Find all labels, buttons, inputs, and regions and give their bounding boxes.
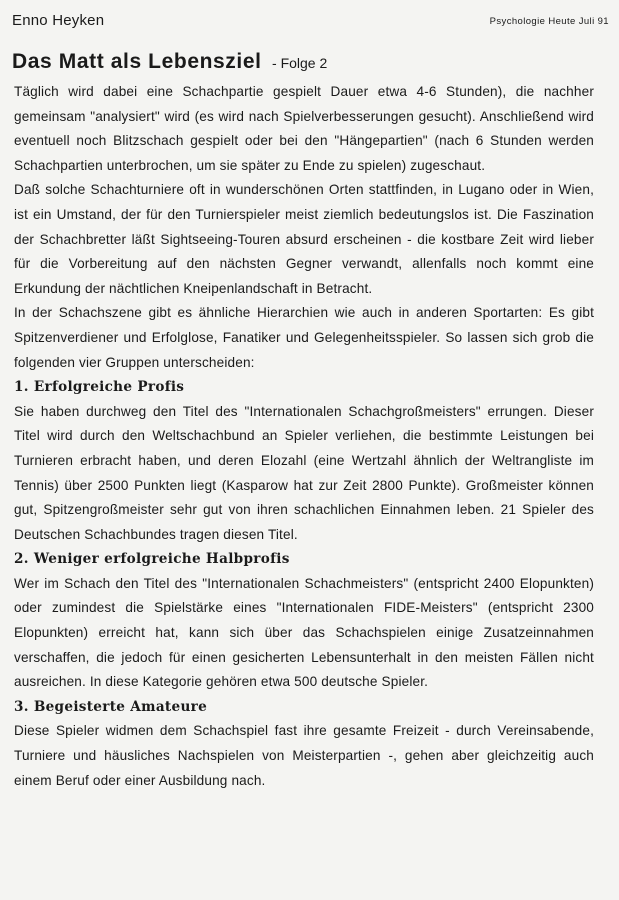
article-title: Das Matt als Lebensziel [12, 50, 262, 73]
section-text: Wer im Schach den Titel des "Internationalen Schachmeisters" (entspricht 2400 Elopunkten) oder zumindest die Spielstärke eines "Internationalen FIDE-Meisters" (entspricht 2300 Elopunkten) erreicht hat, kann sich über das Schachspielen einige Zusatzeinnahmen verschaffen, die jedoch für einen gesicherten Lebensunterhalt in den meisten Fällen nicht ausreichen. In diese Kategorie gehören etwa 500 deutsche Spieler. [14, 575, 594, 690]
paragraph: Daß solche Schachturniere oft in wunderschönen Orten stattfinden, in Lugano oder in Wien, ist ein Umstand, der für den Turnierspieler meist ziemlich bedeutungslos ist. Die Faszination der Schachbretter läßt Sightseeing-Touren absurd erscheinen - die kostbare Zeit wird lieber für die Vorbereitung auf den nächsten Gegner verwandt, allenfalls noch kommt eine Erkundung der nächtlichen Kneipenlandschaft in Betracht. [14, 182, 594, 296]
section-heading: 1. Erfolgreiche Profis [14, 379, 185, 396]
paragraph: Täglich wird dabei eine Schachpartie gespielt Dauer etwa 4-6 Stunden), die nachher gemeinsam "analysiert" wird (es wird nach Spielverbesserungen gesucht). Anschließend wird eventuell noch Blitzschach gespielt oder bei den "Hängepartien" (nach 6 Stunden werden Schachpartien unterbrochen, um sie später zu Ende zu spielen) zugeschaut. [14, 84, 594, 173]
section-text: Diese Spieler widmen dem Schachspiel fast ihre gesamte Freizeit - durch Vereinsabende, Turniere und häusliches Nachspielen von Meisterpartien -, gehen aber gleichzeitig auch einem Beruf oder einer Ausbildung nach. [14, 723, 594, 788]
publication-source: Psychologie Heute Juli 91 [489, 16, 609, 27]
article-title-line [12, 50, 327, 74]
author-name: Enno Heyken [12, 12, 105, 29]
section-text: Sie haben durchweg den Titel des "Internationalen Schachgroßmeisters" errungen. Dieser Titel wird durch den Weltschachbund an Spieler verliehen, die bestimmte Leistungen bei Turnieren erbracht haben, und deren Elozahl (eine Wertzahl ähnlich der Weltrangliste im Tennis) über 2500 Punkten liegt (Kasparow hat zur Zeit 2800 Punkte). Großmeister können gut, Spitzengroßmeister sehr gut von ihren schachlichen Einnahmen leben. 21 Spieler des Deutschen Schachbundes tragen diesen Titel. [14, 403, 594, 542]
section-heading: 2. Weniger erfolgreiche Halbprofis [14, 551, 290, 568]
section-heading: 3. Begeisterte Amateure [14, 698, 208, 715]
paragraph: In der Schachszene gibt es ähnliche Hierarchien wie auch in anderen Sportarten: Es gibt Spitzenverdiener und Erfolglose, Fanatiker und Gelegenheitsspieler. So lassen sich grob die folgenden vier Gruppen unterscheiden: [14, 305, 594, 370]
article-body [14, 80, 594, 793]
page-header [12, 12, 609, 32]
article-subtitle: - Folge 2 [272, 55, 328, 71]
